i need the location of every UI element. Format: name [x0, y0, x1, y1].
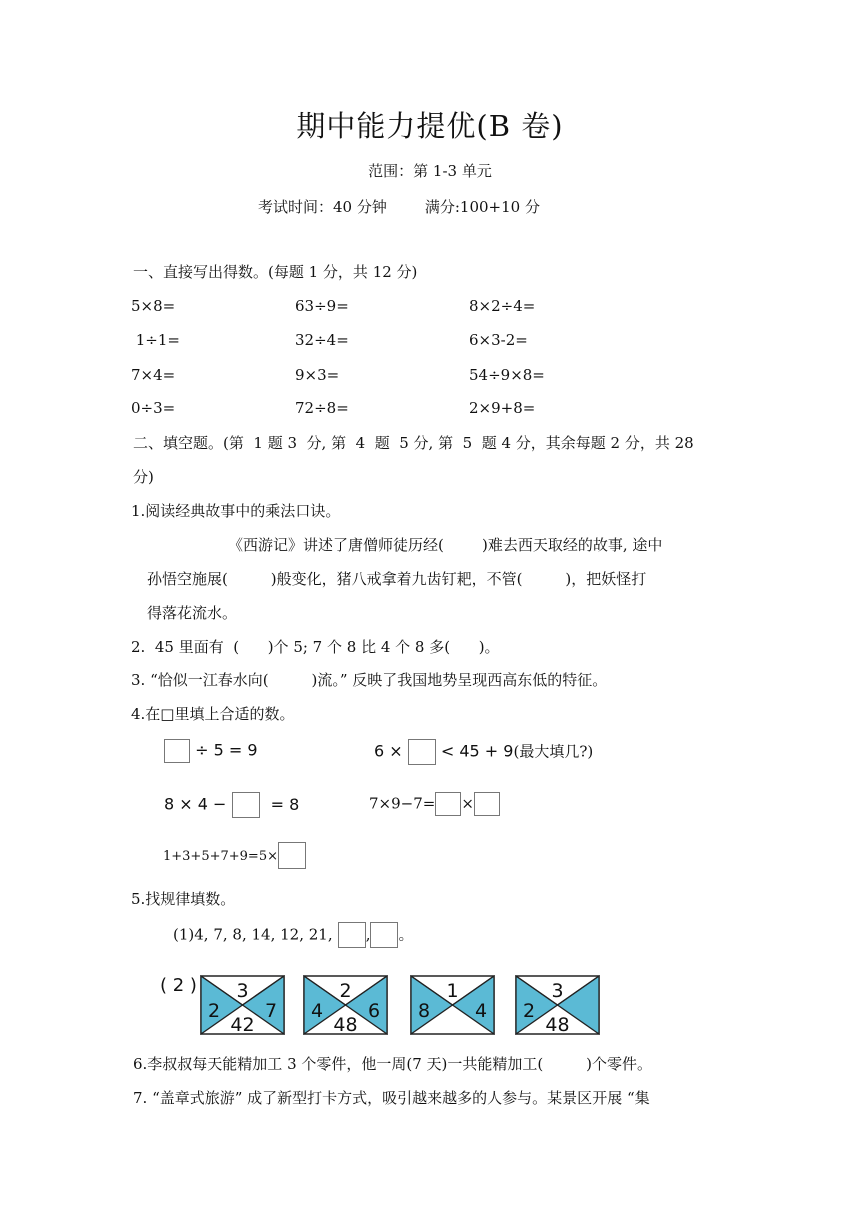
page-title: 期中能力提优(B 卷): [296, 109, 564, 143]
envelope-left-number: 2: [207, 1000, 221, 1022]
q1-label: 1.阅读经典故事中的乘法口诀。: [131, 502, 341, 520]
q5-label: 5.找规律填数。: [131, 890, 236, 908]
envelope-right-number: 6: [367, 1000, 381, 1022]
calc-item: 54÷9×8=: [469, 366, 545, 384]
envelope-diagram: [410, 975, 495, 1035]
section1-heading: 一、直接写出得数。(每题 1 分，共 12 分): [133, 263, 418, 281]
answer-box[interactable]: [164, 739, 190, 763]
q3-text: 3. “恰似一江春水向( )流。” 反映了我国地势呈现西高东低的特征。: [131, 671, 608, 689]
q5-part1: (1)4, 7, 8, 14, 12, 21, , 。: [173, 922, 413, 948]
calc-item: 2×9+8=: [469, 399, 536, 417]
calc-item: 63÷9=: [295, 297, 349, 315]
answer-box[interactable]: [435, 792, 461, 816]
envelope-bottom-number: 48: [333, 1014, 358, 1035]
calc-item: 5×8=: [131, 297, 176, 315]
answer-box[interactable]: [232, 792, 260, 818]
section2-heading: 二、填空题。(第 1 题 3 分, 第 4 题 5 分, 第 5 题 4 分，其余每题 2 分，共 28: [133, 434, 694, 452]
envelope-left-number: 8: [417, 1000, 431, 1022]
envelope-top-number: 3: [236, 980, 249, 1002]
q6-text: 6.李叔叔每天能精加工 3 个零件，他一周(7 天)一共能精加工( )个零件。: [133, 1055, 653, 1073]
q1-text-line1: 《西游记》讲述了唐僧师徒历经( )难去西天取经的故事, 途中: [228, 536, 663, 554]
q4-expr-1: ÷ 5 = 9: [164, 739, 258, 763]
envelope-bottom-number: 48: [545, 1014, 570, 1035]
q1-text-line2: 孙悟空施展( )般变化，猪八戒拿着九齿钉耙，不管( )，把妖怪打: [147, 570, 647, 588]
q1-text-line3: 得落花流水。: [147, 604, 238, 622]
envelope-left-number: 2: [522, 1000, 536, 1022]
envelope-right-number: 7: [264, 1000, 278, 1022]
calc-item: 7×4=: [131, 366, 176, 384]
calc-item: 8×2÷4=: [469, 297, 536, 315]
envelope-diagram: [515, 975, 600, 1035]
answer-box[interactable]: [338, 922, 366, 948]
exam-scope: 范围：第 1-3 单元: [368, 162, 492, 180]
answer-box[interactable]: [474, 792, 500, 816]
exam-score: 满分:100+10 分: [424, 198, 540, 216]
envelope-top-number: 2: [339, 980, 352, 1002]
answer-box[interactable]: [278, 842, 306, 869]
q5-part2-label: ( 2 ): [160, 975, 197, 996]
calc-item: 9×3=: [295, 366, 340, 384]
q2-text: 2. 45 里面有 ( )个 5; 7 个 8 比 4 个 8 多( )。: [131, 638, 500, 656]
envelope-top-number: 1: [446, 980, 459, 1002]
q4-expr-4: 7×9−7= ×: [369, 792, 500, 816]
q4-expr-2: 6 × < 45 + 9(最大填几?): [374, 739, 593, 765]
answer-box[interactable]: [408, 739, 436, 765]
envelope-right-number: 4: [474, 1000, 488, 1022]
envelope-top-number: 3: [551, 980, 564, 1002]
envelope-bottom-number: 42: [230, 1014, 255, 1035]
envelope-left-number: 4: [310, 1000, 324, 1022]
section2-heading-cont: 分): [133, 468, 154, 486]
exam-info: [258, 196, 540, 217]
calc-item: 1÷1=: [131, 331, 180, 349]
q4-label: 4.在□里填上合适的数。: [131, 705, 295, 723]
calc-item: 32÷4=: [295, 331, 349, 349]
calc-item: 72÷8=: [295, 399, 349, 417]
exam-time: 考试时间：40 分钟: [258, 198, 387, 216]
q4-expr-3: 8 × 4 − = 8: [164, 792, 299, 818]
answer-box[interactable]: [370, 922, 398, 948]
q7-text: 7. “盖章式旅游” 成了新型打卡方式，吸引越来越多的人参与。某景区开展 “集: [133, 1089, 650, 1107]
calc-item: 0÷3=: [131, 399, 176, 417]
calc-item: 6×3-2=: [469, 331, 528, 349]
envelope-diagram: [200, 975, 285, 1035]
envelope-diagram: [303, 975, 388, 1035]
q4-expr-5: 1+3+5+7+9=5×: [163, 842, 306, 869]
